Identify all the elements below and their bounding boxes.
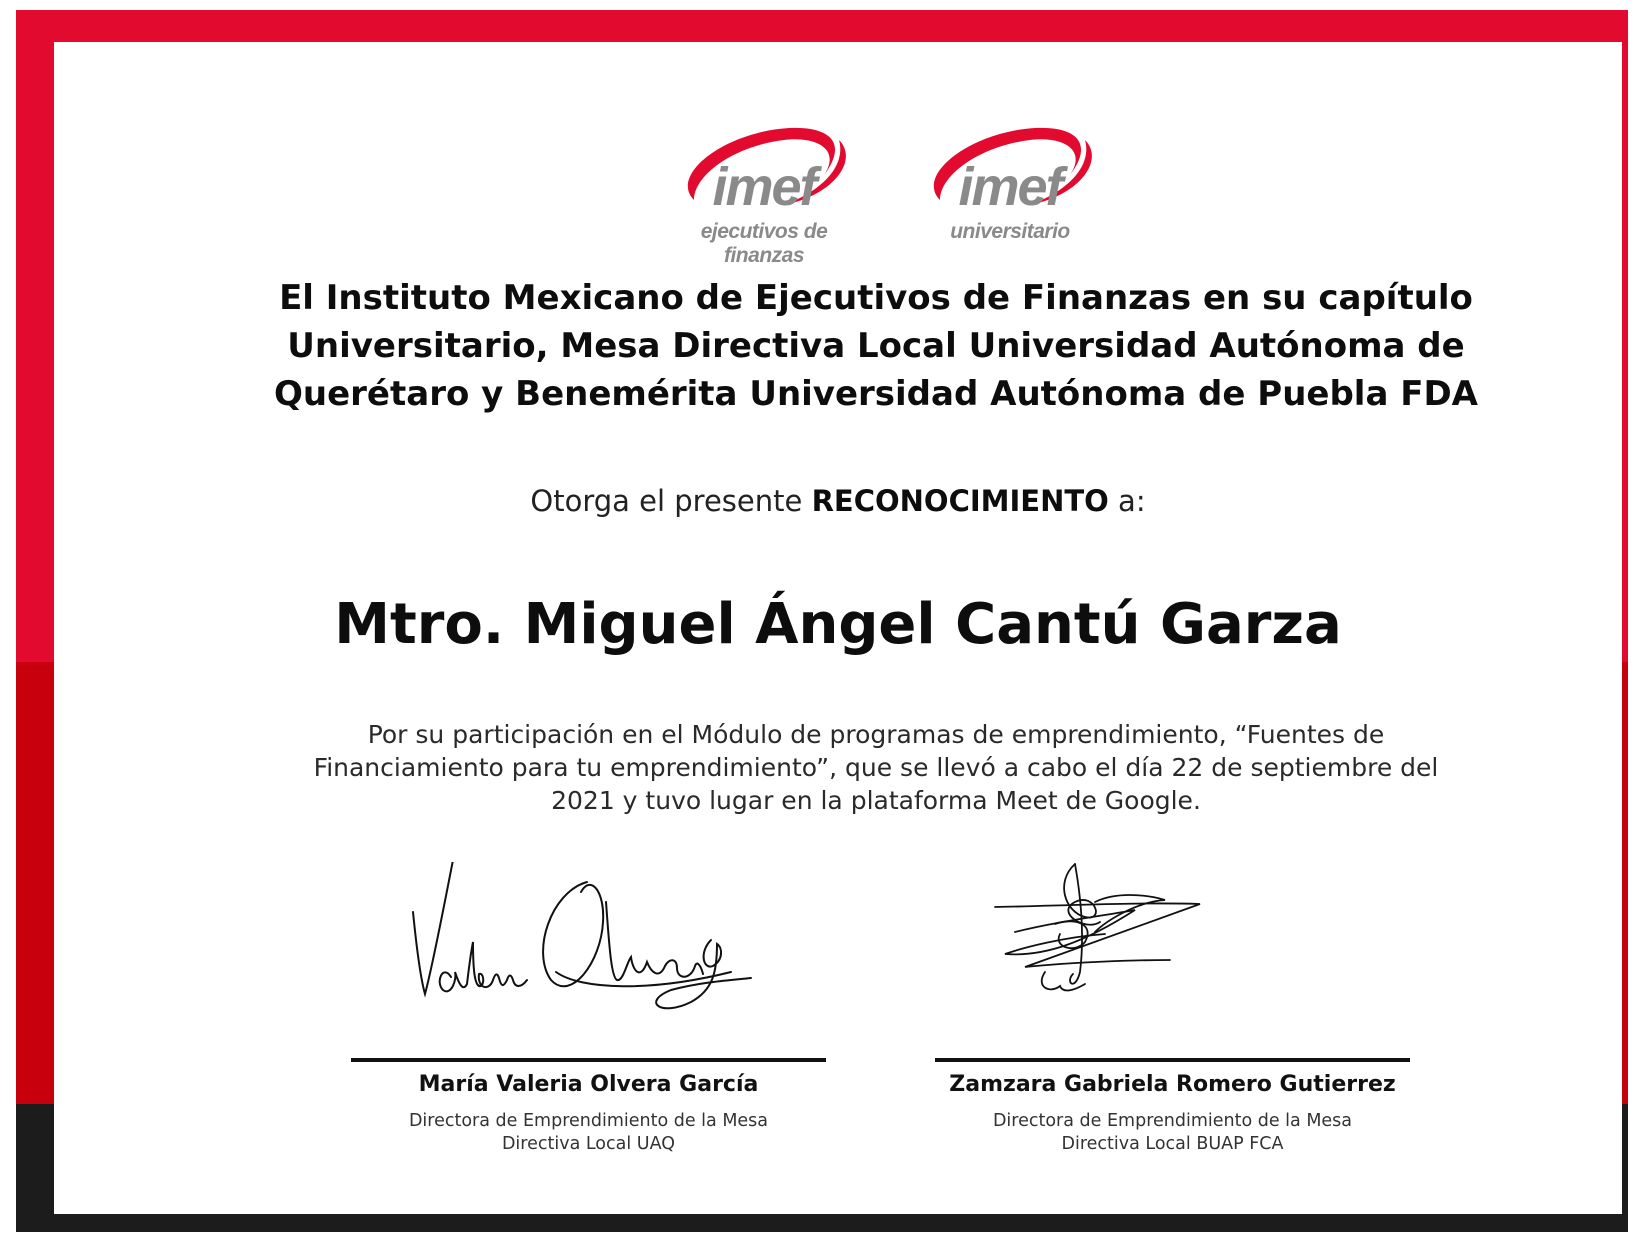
grant-prefix: Otorga el presente [530, 484, 812, 518]
description-line: Por su participación en el Módulo de programas de emprendimiento, “Fuentes de [367, 720, 1385, 749]
logo-brand-text: imef [712, 157, 816, 217]
signatory-name: María Valeria Olvera García [418, 1072, 759, 1097]
certificate-body [54, 42, 1622, 1214]
logo-row [54, 120, 1622, 267]
signatory-role [351, 1110, 826, 1156]
heading-line: Universitario, Mesa Directiva Local Universidad Autónoma de [287, 326, 1465, 366]
logo-subtitle: universitario [950, 220, 1070, 243]
signatory-name: Zamzara Gabriela Romero Gutierrez [949, 1072, 1396, 1097]
participation-description [204, 718, 1548, 817]
signature-line [351, 1058, 826, 1062]
certificate-border [16, 10, 1628, 1232]
logo-subtitle: ejecutivos de finanzas [700, 220, 828, 267]
handwritten-signature [935, 862, 1415, 1052]
certificate-heading [154, 274, 1598, 418]
description-line: Financiamiento para tu emprendimiento”, que se llevó a cabo el día 22 de septiembre del [313, 753, 1439, 782]
imef-universitario-logo [910, 120, 1110, 250]
heading-line: Querétaro y Benemérita Universidad Autónoma de Puebla FDA [274, 374, 1478, 414]
description-line: 2021 y tuvo lugar en la plataforma Meet de Google. [551, 786, 1201, 815]
grant-statement [54, 484, 1622, 518]
grant-emphasis: RECONOCIMIENTO [811, 484, 1109, 518]
signatory-role-line: Directora de Emprendimiento de la Mesa [992, 1111, 1353, 1131]
imef-ejecutivos-logo [664, 120, 864, 267]
signatory-role [935, 1110, 1410, 1156]
signatory-block-1 [351, 862, 831, 1162]
heading-line: El Instituto Mexicano de Ejecutivos de Finanzas en su capítulo [279, 278, 1473, 318]
signatory-role-line: Directiva Local BUAP FCA [1061, 1134, 1284, 1154]
handwritten-signature [351, 862, 831, 1052]
signature-line [935, 1058, 1410, 1062]
signatory-role-line: Directora de Emprendimiento de la Mesa [408, 1111, 769, 1131]
logo-brand-text: imef [958, 157, 1062, 217]
grant-suffix: a: [1108, 484, 1146, 518]
signatory-role-line: Directiva Local UAQ [501, 1134, 676, 1154]
recipient-name: Mtro. Miguel Ángel Cantú Garza [334, 592, 1342, 657]
signatory-block-2 [935, 862, 1415, 1162]
